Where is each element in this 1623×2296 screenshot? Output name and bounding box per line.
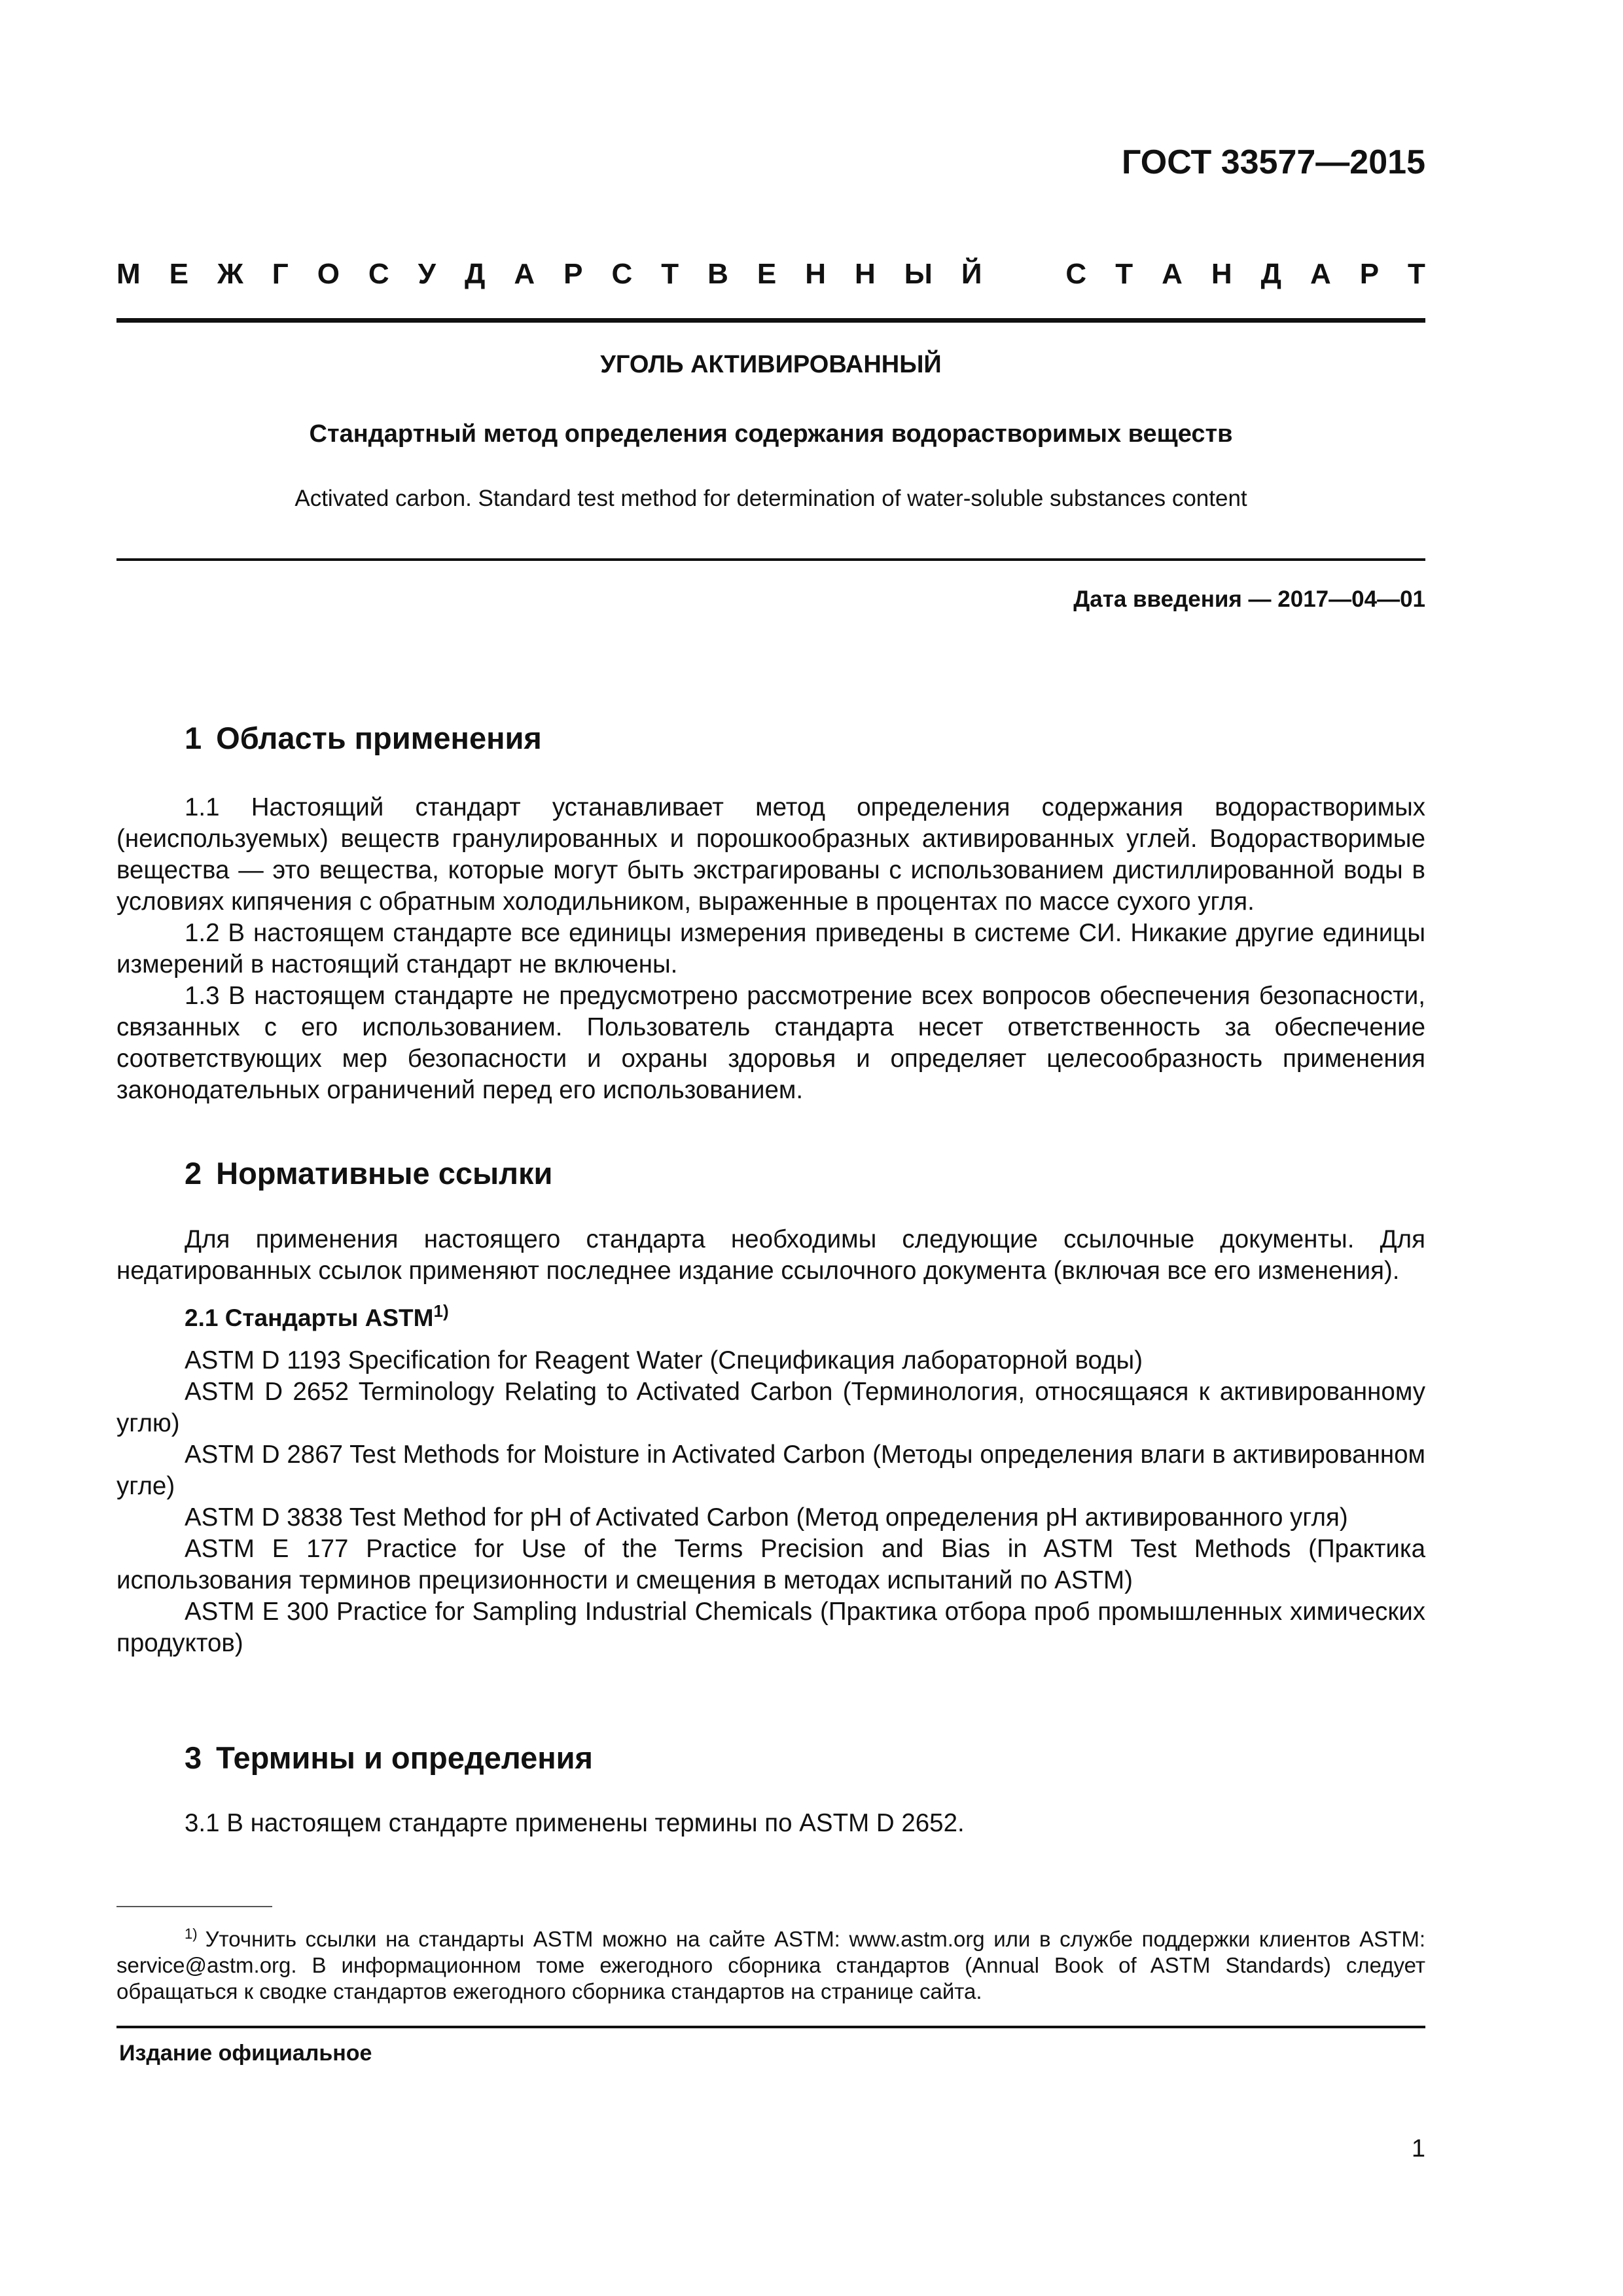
heading-letter: С <box>1065 258 1087 290</box>
heading-letter: Е <box>757 258 777 290</box>
heading-letter: М <box>116 258 141 290</box>
heading-letter: У <box>418 258 437 290</box>
heading-letter: А <box>514 258 535 290</box>
heading-letter: С <box>611 258 633 290</box>
footnote-reference: 1) <box>433 1301 449 1321</box>
footnote-marker: 1) <box>185 1926 198 1942</box>
heading-letter: А <box>1162 258 1183 290</box>
section-3-body <box>116 1808 1425 1839</box>
footer-divider <box>116 2026 1425 2028</box>
english-title: Activated carbon. Standard test method for determination of water-soluble substances content <box>294 486 1247 511</box>
header-divider <box>116 318 1425 323</box>
interstate-standard-heading <box>116 258 1425 291</box>
heading-letter: Н <box>855 258 876 290</box>
document-subtitle: Стандартный метод определения содержания водорастворимых веществ <box>309 420 1233 448</box>
reference-item: ASTM D 1193 Specification for Reagent Water (Спецификация лабораторной воды) <box>185 1346 1143 1374</box>
paragraph: 1.2 В настоящем стандарте все единицы измерения приведены в системе СИ. Никакие другие единицы измерений в настоящий стандарт не включены. <box>116 919 1425 978</box>
heading-letter: Р <box>1359 258 1380 290</box>
subsection-2-1-heading <box>185 1301 449 1332</box>
heading-letter: Т <box>1408 258 1425 290</box>
heading-letter: Й <box>961 258 982 290</box>
section-title: Нормативные ссылки <box>216 1156 553 1191</box>
heading-letter: Д <box>465 258 486 290</box>
heading-letter: Т <box>661 258 679 290</box>
heading-letter: В <box>707 258 728 290</box>
heading-letter: Ж <box>217 258 243 290</box>
section-2-intro <box>116 1224 1425 1287</box>
paragraph: Для применения настоящего стандарта необходимы следующие ссылочные документы. Для недатированных ссылок применяют последнее издание ссылочного документа (включая все его изменения). <box>116 1225 1425 1285</box>
reference-item: ASTM E 300 Practice for Sampling Industrial Chemicals (Практика отбора проб промышленных химических продуктов) <box>116 1598 1425 1657</box>
word-gap <box>1010 258 1037 291</box>
section-1-body <box>116 792 1425 1106</box>
heading-letter: Р <box>563 258 583 290</box>
reference-item: ASTM D 2867 Test Methods for Moisture in Activated Carbon (Методы определения влаги в активированном угле) <box>116 1441 1425 1500</box>
gost-code: ГОСТ 33577—2015 <box>1122 143 1425 181</box>
subsection-title: 2.1 Стандарты ASTM <box>185 1304 434 1331</box>
footnote-separator <box>116 1906 272 1907</box>
paragraph: 1.1 Настоящий стандарт устанавливает метод определения содержания водорастворимых (неиспользуемых) веществ гранулированных и порошкообразных активированных углей. Водорастворимые вещества — это вещества, которые могут быть экстрагированы с использованием дистиллированной воды в условиях кипячения с обратным холодильником, выраженные в процентах по массе сухого угля. <box>116 793 1425 916</box>
heading-letter: Н <box>805 258 827 290</box>
title-divider <box>116 558 1425 561</box>
footnote <box>116 1921 1425 2005</box>
heading-letter: А <box>1310 258 1331 290</box>
reference-item: ASTM D 3838 Test Method for pH of Activated Carbon (Метод определения pH активированного угля) <box>185 1503 1348 1532</box>
section-number: 2 <box>185 1156 202 1191</box>
section-title: Область применения <box>216 721 542 755</box>
astm-reference-list <box>116 1345 1425 1659</box>
reference-item: ASTM D 2652 Terminology Relating to Activated Carbon (Терминология, относящаяся к активированному углю) <box>116 1378 1425 1437</box>
section-2-heading <box>185 1155 552 1191</box>
section-3-heading <box>185 1740 593 1776</box>
section-title: Термины и определения <box>216 1740 593 1775</box>
page-number: 1 <box>1411 2135 1425 2162</box>
heading-letter: Т <box>1115 258 1133 290</box>
heading-letter: Е <box>169 258 188 290</box>
heading-letter: Ы <box>904 258 933 290</box>
introduction-date: Дата введения — 2017—04—01 <box>1073 586 1425 612</box>
paragraph: 3.1 В настоящем стандарте применены термины по ASTM D 2652. <box>185 1809 965 1837</box>
footnote-text: Уточнить ссылки на стандарты ASTM можно на сайте ASTM: www.astm.org или в службе поддержки клиентов ASTM: service@astm.org. В информационном томе ежегодного сборника стандартов (Annual Book of ASTM Standards) следует обращаться к сводке стандартов ежегодного сборника стандартов на странице сайта. <box>116 1927 1425 2003</box>
section-1-heading <box>185 720 542 756</box>
official-edition-label: Издание официальное <box>119 2041 372 2066</box>
section-number: 1 <box>185 721 202 755</box>
document-title: УГОЛЬ АКТИВИРОВАННЫЙ <box>600 351 942 378</box>
heading-letter: Н <box>1211 258 1232 290</box>
paragraph: 1.3 В настоящем стандарте не предусмотрено рассмотрение всех вопросов обеспечения безопасности, связанных с его использованием. Пользователь стандарта несет ответственность за обеспечение соответствующих мер безопасности и охраны здоровья и определяет целесообразность применения законодательных ограничений перед его использованием. <box>116 982 1425 1104</box>
heading-letter: С <box>368 258 389 290</box>
heading-letter: Д <box>1260 258 1281 290</box>
heading-letter: О <box>317 258 340 290</box>
heading-letter: Г <box>272 258 289 290</box>
section-number: 3 <box>185 1740 202 1775</box>
reference-item: ASTM E 177 Practice for Use of the Terms Precision and Bias in ASTM Test Methods (Практика использования терминов прецизионности и смещения в методах испытаний по ASTM) <box>116 1535 1425 1594</box>
